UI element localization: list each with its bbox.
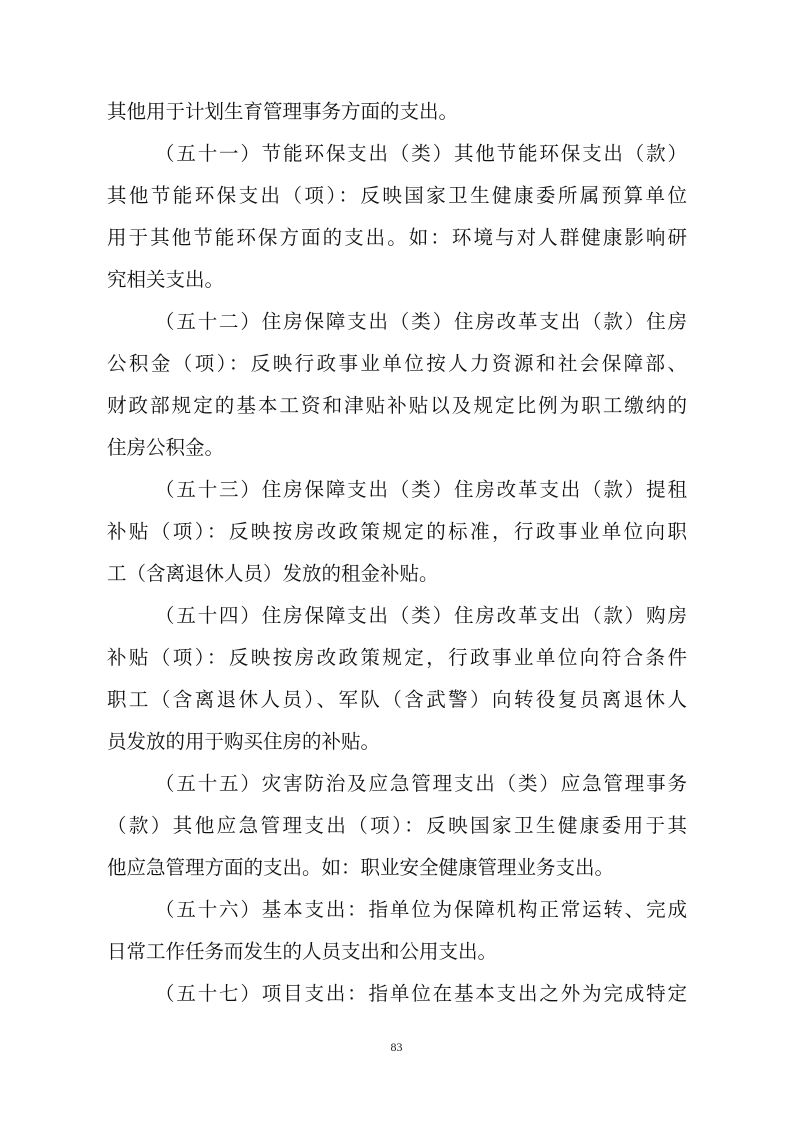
body-text-line: 他应急管理方面的支出。如：职业安全健康管理业务支出。 <box>107 856 615 879</box>
section-55-heading-line: （五十五）灾害防治及应急管理支出（类）应急管理事务 <box>155 772 687 795</box>
section-52-heading-line: （五十二）住房保障支出（类）住房改革支出（款）住房 <box>155 310 687 333</box>
section-54-heading-line: （五十四）住房保障支出（类）住房改革支出（款）购房 <box>155 604 687 627</box>
section-51-heading-line: （五十一）节能环保支出（类）其他节能环保支出（款） <box>155 142 687 165</box>
body-text-line: 员发放的用于购买住房的补贴。 <box>107 730 381 753</box>
section-56-heading-line: （五十六）基本支出：指单位为保障机构正常运转、完成 <box>155 898 687 921</box>
body-text-line: 究相关支出。 <box>107 268 225 291</box>
body-text-line: 补贴（项）：反映按房改政策规定的标准，行政事业单位向职 <box>107 520 687 543</box>
page-number: 83 <box>390 1040 403 1054</box>
body-text-line: 日常工作任务而发生的人员支出和公用支出。 <box>107 940 498 963</box>
body-text-line: 工（含离退休人员）发放的租金补贴。 <box>107 562 439 585</box>
body-text-line: （款）其他应急管理支出（项）：反映国家卫生健康委用于其 <box>107 814 687 837</box>
body-text-line: 用于其他节能环保方面的支出。如：环境与对人群健康影响研 <box>107 226 687 249</box>
body-text-line: 财政部规定的基本工资和津贴补贴以及规定比例为职工缴纳的 <box>107 394 687 417</box>
section-53-heading-line: （五十三）住房保障支出（类）住房改革支出（款）提租 <box>155 478 687 501</box>
body-text-line: 其他节能环保支出（项）：反映国家卫生健康委所属预算单位 <box>107 184 687 207</box>
section-57-heading-line: （五十七）项目支出：指单位在基本支出之外为完成特定 <box>155 982 687 1005</box>
body-text-line: 公积金（项）：反映行政事业单位按人力资源和社会保障部、 <box>107 352 687 375</box>
body-text-line: 住房公积金。 <box>107 436 225 459</box>
body-text-line: 补贴（项）：反映按房改政策规定，行政事业单位向符合条件 <box>107 646 687 669</box>
body-text-line: 其他用于计划生育管理事务方面的支出。 <box>107 100 459 123</box>
body-text-line: 职工（含离退休人员）、军队（含武警）向转役复员离退休人 <box>107 688 687 711</box>
